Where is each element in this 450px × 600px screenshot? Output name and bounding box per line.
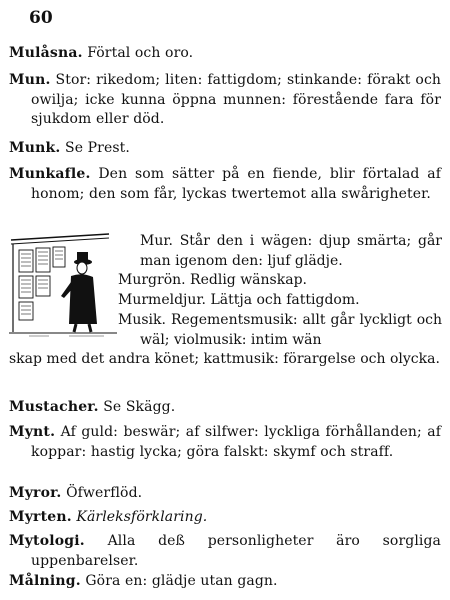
entry-mustacher	[9, 398, 441, 418]
entry-myror	[9, 484, 441, 504]
entry-myrten	[9, 508, 441, 528]
definition: Förtal och oro.	[87, 45, 194, 61]
definition-part1: Regementsmusik: allt går lyckligt och wäl; violmusik: intim wän	[140, 312, 443, 348]
definition: Lättja och fattigdom.	[210, 292, 360, 308]
entry-mur	[118, 232, 442, 271]
headword: Myror.	[9, 485, 62, 501]
entry-munkafle	[9, 165, 441, 204]
headword: Myrten.	[9, 509, 72, 525]
definition: Af guld: beswär; af silfwer: lyckliga förhållanden; af koppar: hastig lycka; göra falskt: skymf och straff.	[31, 424, 441, 460]
definition: Alla deß personligheter äro sorgliga uppenbarelser.	[31, 533, 441, 569]
entry-mun	[9, 71, 441, 130]
headword: Mur.	[140, 233, 173, 249]
headword: Mustacher.	[9, 399, 99, 415]
headword: Mun.	[9, 72, 51, 88]
entry-murmeldjur	[118, 291, 442, 311]
definition-part2: skap med det andra könet; kattmusik: förargelse och olycka.	[9, 351, 440, 367]
page-number: 60	[29, 8, 53, 28]
entry-musik	[118, 311, 442, 350]
definition: Öfwerflöd.	[66, 485, 143, 501]
headword: Mynt.	[9, 424, 56, 440]
definition: Redlig wänskap.	[190, 272, 307, 288]
man-at-wall-posters-illustration	[9, 232, 117, 338]
definition: Se Prest.	[65, 140, 130, 156]
headword: Mulåsna.	[9, 45, 83, 61]
entry-munk	[9, 139, 441, 159]
definition: Kärleksförklaring.	[76, 509, 208, 525]
definition: Göra en: glädje utan gagn.	[85, 573, 278, 589]
entry-mytologi	[9, 532, 441, 571]
headword: Målning.	[9, 573, 81, 589]
definition: Stor: rikedom; liten: fattigdom; stinkande: förakt och owilja; icke kunna öppna munnen: förestående fara för sjukdom eller död.	[31, 72, 441, 127]
definition: Står den i wägen: djup smärta; går man igenom den: ljuf glädje.	[140, 233, 442, 269]
entry-malning	[9, 572, 441, 592]
headword: Murgrön.	[118, 272, 186, 288]
entry-mulasna	[9, 44, 441, 64]
headword: Munkafle.	[9, 166, 91, 182]
headword: Musik.	[118, 312, 166, 328]
entry-mynt	[9, 423, 441, 462]
entry-musik-continued	[9, 350, 441, 370]
definition: Den som sätter på en fiende, blir förtalad af honom; den som får, lyckas twertemot alla swårigheter.	[31, 166, 441, 202]
headword: Murmeldjur.	[118, 292, 207, 308]
headword: Munk.	[9, 140, 61, 156]
headword: Mytologi.	[9, 533, 85, 549]
definition: Se Skägg.	[103, 399, 176, 415]
entry-murgron	[118, 271, 442, 291]
